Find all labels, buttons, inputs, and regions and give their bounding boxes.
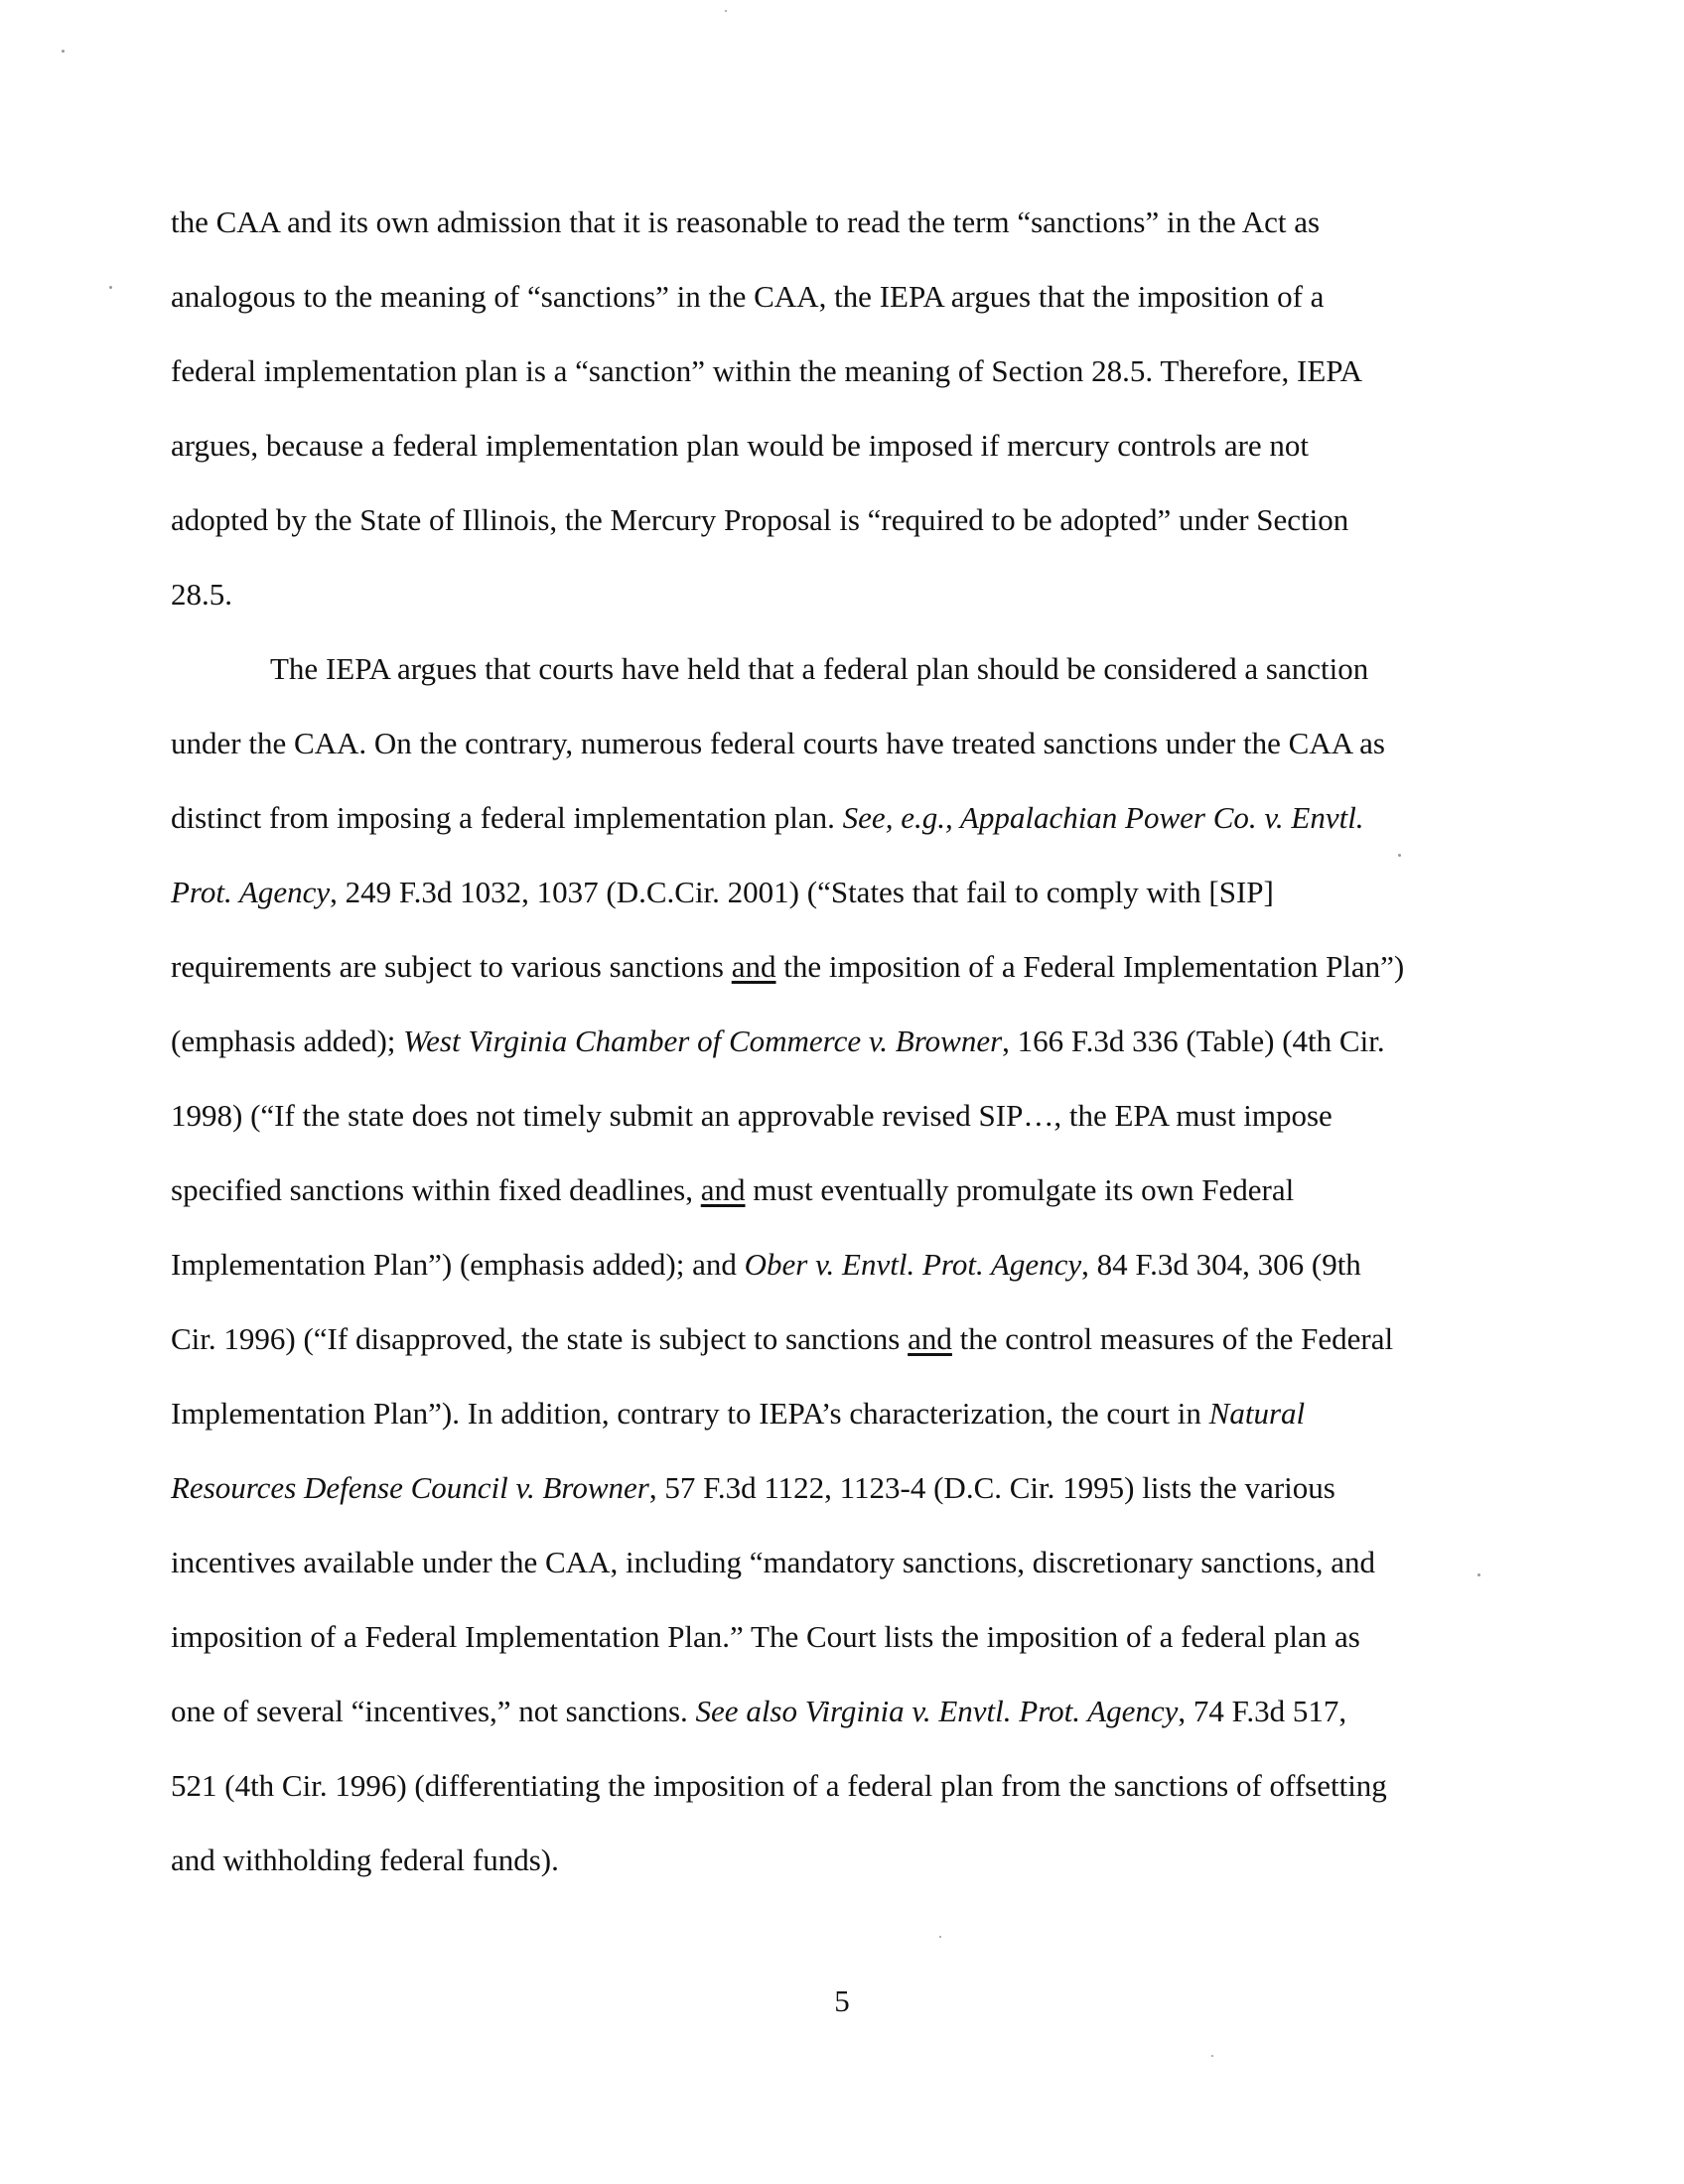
scan-speck: [725, 10, 727, 12]
text-run: federal implementation plan is a “sanction” within the meaning of Section 28.5. Therefore, IEPA: [171, 353, 1363, 388]
text-line: [171, 259, 1491, 334]
text-run: 28.5.: [171, 577, 232, 612]
scan-speck: [939, 1936, 941, 1938]
text-run: incentives available under the CAA, including “mandatory sanctions, discretionary sanctions, and: [171, 1545, 1375, 1579]
text-run: the imposition of a Federal Implementation Plan”): [775, 949, 1405, 984]
body-text: [171, 185, 1491, 1897]
text-run: , 84 F.3d 304, 306 (9th: [1081, 1247, 1361, 1282]
text-run: , 249 F.3d 1032, 1037 (D.C.Cir. 2001) (“States that fail to comply with [SIP]: [330, 875, 1274, 909]
text-line: [171, 855, 1491, 929]
text-line: [171, 1153, 1491, 1227]
text-line: [171, 1450, 1491, 1525]
text-line: [171, 1376, 1491, 1450]
text-run: 521 (4th Cir. 1996) (differentiating the imposition of a federal plan from the sanctions of offsetting: [171, 1768, 1387, 1803]
text-run: argues, because a federal implementation plan would be imposed if mercury controls are not: [171, 428, 1310, 463]
text-run: specified sanctions within fixed deadlines,: [171, 1172, 701, 1207]
scan-speck: [1477, 1573, 1480, 1576]
text-run: 1998) (“If the state does not timely submit an approvable revised SIP…, the EPA must impose: [171, 1098, 1333, 1133]
scan-speck: [62, 50, 65, 53]
text-run: , 74 F.3d 517,: [1178, 1694, 1347, 1728]
text-line: [171, 185, 1491, 259]
text-run: , 57 F.3d 1122, 1123-4 (D.C. Cir. 1995) lists the various: [648, 1470, 1335, 1505]
text-line: [171, 1748, 1491, 1823]
text-line: [171, 1525, 1491, 1599]
text-run: The IEPA argues that courts have held that a federal plan should be considered a sanction: [270, 651, 1369, 686]
text-run: requirements are subject to various sanctions: [171, 949, 732, 984]
text-line-indented: [171, 631, 1491, 706]
emphasis-underline: and: [700, 1172, 746, 1207]
text-line: [171, 929, 1491, 1004]
text-line: [171, 482, 1491, 557]
case-citation: Prot. Agency: [171, 875, 331, 909]
text-line: [171, 1674, 1491, 1748]
case-citation: See also Virginia v. Envtl. Prot. Agency: [695, 1694, 1179, 1728]
text-run: analogous to the meaning of “sanctions” in the CAA, the IEPA argues that the imposition of a: [171, 279, 1325, 314]
scan-speck: [109, 286, 112, 289]
text-run: the control measures of the Federal: [951, 1321, 1394, 1356]
text-line: [171, 1301, 1491, 1376]
case-citation: Resources Defense Council v. Browner: [171, 1470, 649, 1505]
case-citation: Ober v. Envtl. Prot. Agency: [744, 1247, 1082, 1282]
text-line: [171, 334, 1491, 408]
case-citation: West Virginia Chamber of Commerce v. Browner: [403, 1024, 1003, 1058]
text-line: [171, 1078, 1491, 1153]
case-citation: Natural: [1208, 1396, 1306, 1431]
text-run: one of several “incentives,” not sanctions.: [171, 1694, 696, 1728]
text-run: Implementation Plan”) (emphasis added); and: [171, 1247, 745, 1282]
text-line: [171, 1004, 1491, 1078]
text-line: [171, 780, 1491, 855]
text-run: adopted by the State of Illinois, the Mercury Proposal is “required to be adopted” under Section: [171, 502, 1349, 537]
text-run: imposition of a Federal Implementation Plan.” The Court lists the imposition of a federal plan as: [171, 1619, 1360, 1654]
text-line: [171, 1823, 1491, 1897]
scan-speck: [1398, 854, 1401, 857]
text-run: must eventually promulgate its own Federal: [745, 1172, 1295, 1207]
text-line: [171, 1599, 1491, 1674]
page-number: 5: [834, 1983, 850, 2018]
emphasis-underline: and: [731, 949, 776, 984]
text-run: distinct from imposing a federal implementation plan.: [171, 800, 843, 835]
text-run: , 166 F.3d 336 (Table) (4th Cir.: [1002, 1024, 1385, 1058]
text-run: Implementation Plan”). In addition, contrary to IEPA’s characterization, the court in: [171, 1396, 1209, 1431]
case-citation: See, e.g., Appalachian Power Co. v. Envtl.: [842, 800, 1364, 835]
text-line: [171, 706, 1491, 780]
text-run: the CAA and its own admission that it is reasonable to read the term “sanctions” in the Act as: [171, 205, 1321, 239]
text-run: Cir. 1996) (“If disapproved, the state is subject to sanctions: [171, 1321, 909, 1356]
text-run: under the CAA. On the contrary, numerous federal courts have treated sanctions under the CAA as: [171, 726, 1385, 760]
emphasis-underline: and: [908, 1321, 952, 1356]
text-run: (emphasis added);: [171, 1024, 404, 1058]
text-line: [171, 557, 1491, 631]
text-run: and withholding federal funds).: [171, 1843, 559, 1877]
text-line: [171, 408, 1491, 482]
text-line: [171, 1227, 1491, 1301]
scan-speck: [1211, 2055, 1213, 2057]
